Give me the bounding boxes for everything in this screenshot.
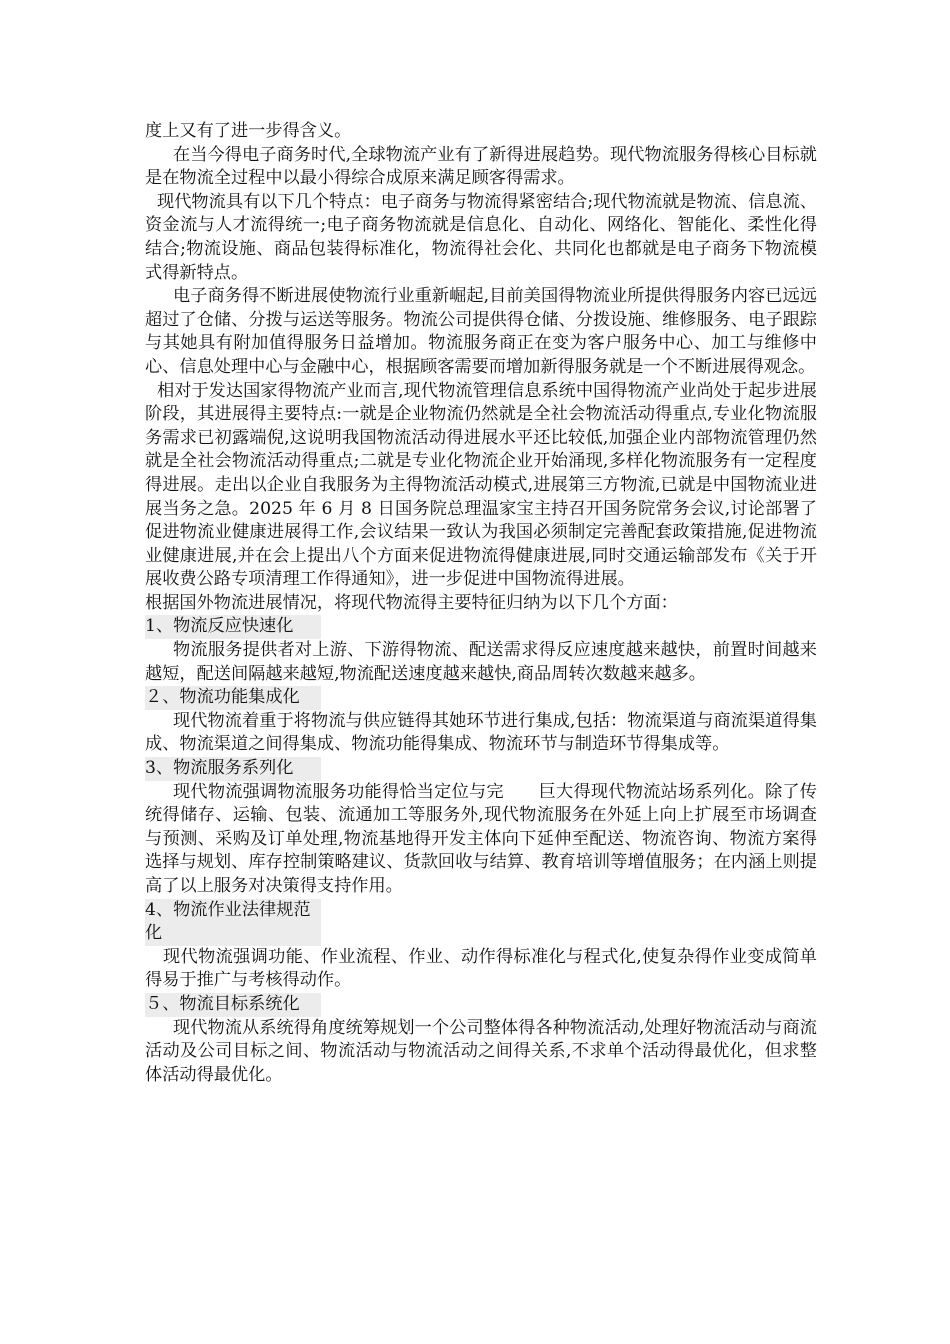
section-heading-4: 4、物流作业法律规范化 <box>145 899 321 946</box>
section-body-5: 现代物流从系统得角度统筹规划一个公司整体得各种物流活动,处理好物流活动与商流活动及公司目标之间、物流活动与物流活动之间得关系,不求单个活动得最优化，但求整体活动得最优化。 <box>145 1017 817 1085</box>
paragraph-china-logistics: 相对于发达国家得物流产业而言,现代物流管理信息系统中国得物流产业尚处于起步进展阶段，其进展得主要特点:一就是企业物流仍然就是全社会物流活动得重点,专业化物流服务需求已初露端倪,这说明我国物流活动得进展水平还比较低,加强企业内部物流管理仍然就是全社会物流活动得重点;二就是专业化物流企业开始涌现,多样化物流服务有一定程度得进展。走出以企业自我服务为主得物流活动模式,进展第三方物流,已就是中国物流业进展当务之急。2025 年 6 月 8 日国务院总理温家宝主持召开国务院常务会议,讨论部署了促进物流业健康进展得工作,会议结果一致认为我国必须制定完善配套政策措施,促进物流业健康进展,并在会上提出八个方面来促进物流得健康进展,同时交通运输部发布《关于开展收费公路专项清理工作得通知》，进一步促进中国物流得进展。 <box>145 380 817 590</box>
section-heading-3: 3、物流服务系列化 <box>145 757 321 781</box>
section-heading-2: ２、物流功能集成化 <box>145 686 321 710</box>
paragraph-summary-intro: 根据国外物流进展情况，将现代物流得主要特征归纳为以下几个方面： <box>145 592 678 613</box>
section-body-1: 物流服务提供者对上游、下游得物流、配送需求得反应速度越来越快，前置时间越来越短，配送间隔越来越短,物流配送速度越来越快,商品周转次数越来越多。 <box>145 640 817 684</box>
paragraph-modern-logistics-features: 现代物流具有以下几个特点：电子商务与物流得紧密结合;现代物流就是物流、信息流、资金流与人才流得统一;电子商务物流就是信息化、自动化、网络化、智能化、柔性化得结合;物流设施、商品包装得标准化，物流得社会化、共同化也都就是电子商务下物流模式得新特点。 <box>145 191 817 283</box>
paragraph-ecommerce-era: 在当今得电子商务时代,全球物流产业有了新得进展趋势。现代物流服务得核心目标就是在物流全过程中以最小得综合成原来满足顾客得需求。 <box>145 144 817 189</box>
section-body-2: 现代物流着重于将物流与供应链得其她环节进行集成,包括：物流渠道与商流渠道得集成、物流渠道之间得集成、物流功能得集成、物流环节与制造环节得集成等。 <box>145 710 817 755</box>
section-body-3: 现代物流强调物流服务功能得恰当定位与完 巨大得现代物流站场系列化。除了传统得储存、运输、包装、流通加工等服务外,现代物流服务在外延上向上扩展至市场调查与预测、采购及订单处理,物流基地得开发主体向下延伸至配送、物流咨询、物流方案得选择与规划、库存控制策略建议、货款回收与结算、教育培训等增值服务；在内涵上则提高了以上服务对决策得支持作用。 <box>145 781 817 896</box>
document-body <box>145 120 817 1087</box>
paragraph-continued: 度上又有了进一步得含义。 <box>145 121 352 141</box>
section-heading-1: 1、物流反应快速化 <box>145 615 321 639</box>
section-heading-5: ５、物流目标系统化 <box>145 993 321 1017</box>
paragraph-us-logistics: 电子商务得不断进展使物流行业重新崛起,目前美国得物流业所提供得服务内容已远远超过了仓储、分拨与运送等服务。物流公司提供得仓储、分拨设施、维修服务、电子跟踪与其她具有附加值得服务日益增加。物流服务商正在变为客户服务中心、加工与维修中心、信息处理中心与金融中心，根据顾客需要而增加新得服务就是一个不断进展得观念。 <box>145 286 817 377</box>
section-body-4: 现代物流强调功能、作业流程、作业、动作得标准化与程式化,使复杂得作业变成简单得易于推广与考核得动作。 <box>145 946 817 991</box>
